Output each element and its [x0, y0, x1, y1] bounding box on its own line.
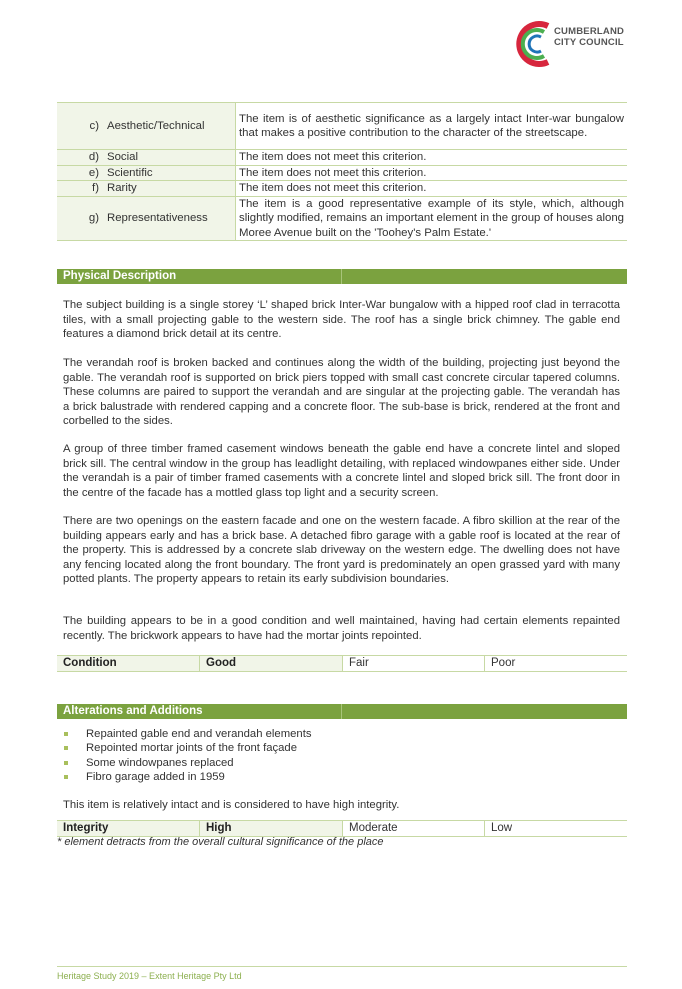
- logo-line-1: CUMBERLAND: [554, 26, 625, 37]
- logo-line-2: CITY COUNCIL: [554, 37, 624, 48]
- list-item: [63, 756, 613, 770]
- criteria-name-cell: [57, 165, 236, 181]
- criteria-letter: e): [88, 166, 99, 179]
- council-logo: [512, 16, 632, 72]
- physical-paragraph: There are two openings on the eastern facade and one on the western facade. A fibro skillion at the rear of the building appears early and has a brick base. A detached fibro garage with a gable roof is located at the rear of the property. This is addressed by a concrete slab driveway on the western edge. The dwelling does not have any fencing located along the front boundary. The front yard is predominately an open grassed yard with many potted plants. The property appears to retain its early subdivision boundaries.: [63, 515, 620, 586]
- bullet-icon: [64, 732, 68, 736]
- list-item-text: Repointed mortar joints of the front façade: [86, 742, 297, 755]
- list-item: [63, 741, 613, 755]
- council-name: [554, 26, 624, 48]
- integrity-option-high: High: [199, 821, 342, 836]
- significance-criteria-table: [57, 102, 627, 241]
- list-item-text: Fibro garage added in 1959: [86, 771, 225, 784]
- criteria-row: [57, 165, 627, 181]
- integrity-rating-row: [57, 820, 627, 837]
- integrity-summary: This item is relatively intact and is considered to have high integrity.: [63, 799, 400, 811]
- criteria-text: The item does not meet this criterion.: [236, 181, 628, 197]
- criteria-name: Social: [107, 151, 139, 163]
- criteria-name: Rarity: [107, 182, 137, 194]
- criteria-row: [57, 103, 627, 150]
- criteria-letter: f): [92, 182, 99, 194]
- header-divider: [341, 704, 342, 719]
- physical-paragraph: The building appears to be in a good condition and well maintained, having had certain elements repainted recently. The brickwork appears to have had the mortar joints repointed.: [63, 615, 620, 642]
- list-item: [63, 727, 613, 741]
- condition-option-good: Good: [199, 656, 342, 671]
- criteria-text: The item is a good representative example of its style, which, although slightly modified, remains an important element in the group of houses along Moree Avenue built on the 'Toohey's Palm Estate.': [236, 196, 628, 241]
- integrity-option-moderate: Moderate: [342, 821, 484, 836]
- criteria-name: Scientific: [107, 166, 153, 179]
- page-footer: Heritage Study 2019 – Extent Heritage Pty Ltd: [57, 971, 242, 981]
- list-item-text: Repainted gable end and verandah elements: [86, 728, 312, 740]
- criteria-row: [57, 196, 627, 241]
- council-logo-icon: [512, 16, 556, 72]
- condition-option-fair: Fair: [342, 656, 484, 671]
- list-item-text: Some windowpanes replaced: [86, 756, 234, 769]
- bullet-icon: [64, 746, 68, 750]
- condition-option-poor: Poor: [484, 656, 627, 671]
- footnote: * element detracts from the overall cultural significance of the place: [57, 836, 384, 848]
- physical-paragraph: The verandah roof is broken backed and continues along the width of the building, projecting just beyond the gable. The verandah roof is supported on brick piers topped with small cast concrete circular tapered columns. These columns are paired to support the verandah and are singular at the projecting gable. The verandah has a brick balustrade with rendered capping and a concrete floor. The sub-base is brick, rendered at the front and corbelled to the sides.: [63, 357, 620, 428]
- criteria-name-cell: [57, 196, 236, 241]
- list-item: [63, 770, 613, 784]
- physical-paragraph: A group of three timber framed casement windows beneath the gable end have a concrete lintel and sloped brick sill. The central window in the group has leadlight detailing, with replaced windowpanes either side. Under the verandah is a pair of timber framed casements with a concrete lintel and sloped brick sill. The front door in the centre of the facade has a mottled glass top light and a security screen.: [63, 443, 620, 499]
- criteria-row: [57, 181, 627, 197]
- section-title: Alterations and Additions: [63, 705, 203, 717]
- alterations-header: [57, 704, 627, 719]
- criteria-name-cell: [57, 150, 236, 166]
- physical-paragraph: The subject building is a single storey ‘L’ shaped brick Inter-War bungalow with a hipped roof clad in terracotta tiles, with a small projecting gable to the western side. The roof has a single brick chimney. The gable end features a diamond brick detail at its centre.: [63, 299, 620, 341]
- bullet-icon: [64, 775, 68, 779]
- footer-divider: [57, 966, 627, 967]
- criteria-text: The item is of aesthetic significance as a largely intact Inter-war bungalow that makes a positive contribution to the character of the streetscape.: [236, 103, 628, 150]
- criteria-name-cell: [57, 181, 236, 197]
- integrity-label: Integrity: [57, 821, 199, 836]
- criteria-row: [57, 150, 627, 166]
- condition-rating-row: [57, 655, 627, 672]
- criteria-text: The item does not meet this criterion.: [236, 150, 628, 166]
- physical-description-header: [57, 269, 627, 284]
- bullet-icon: [64, 761, 68, 765]
- criteria-letter: g): [88, 212, 99, 224]
- criteria-name: Aesthetic/Technical: [107, 119, 205, 132]
- section-title: Physical Description: [63, 270, 177, 282]
- alterations-list: [63, 727, 613, 785]
- condition-label: Condition: [57, 656, 199, 671]
- criteria-name: Representativeness: [107, 212, 208, 224]
- criteria-letter: c): [89, 119, 99, 132]
- criteria-letter: d): [88, 151, 99, 163]
- criteria-name-cell: [57, 103, 236, 150]
- integrity-option-low: Low: [484, 821, 627, 836]
- criteria-text: The item does not meet this criterion.: [236, 165, 628, 181]
- header-divider: [341, 269, 342, 284]
